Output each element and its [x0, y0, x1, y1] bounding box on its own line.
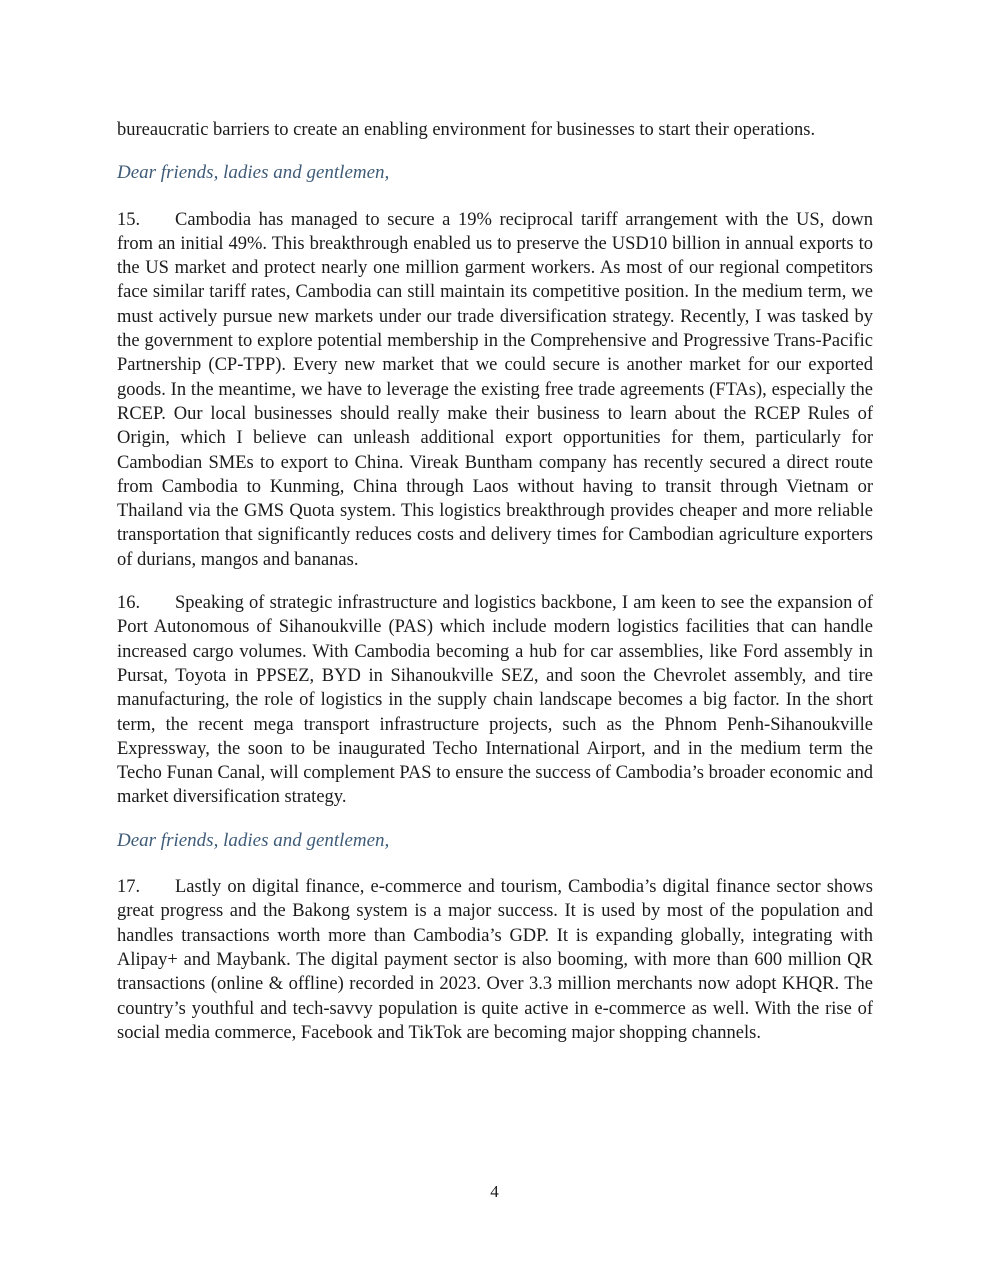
- numbered-paragraph-16: [117, 591, 873, 810]
- numbered-paragraph-17: [117, 875, 873, 1045]
- continuation-paragraph: bureaucratic barriers to create an enabling environment for businesses to start their operations.: [117, 120, 816, 140]
- paragraph-16-text: Speaking of strategic infrastructure and logistics backbone, I am keen to see the expansion of Port Autonomous of Sihanoukville (PAS) which include modern logistics facilities that can handle increased cargo volumes. With Cambodia becoming a hub for car assemblies, like Ford assembly in Pursat, Toyota in PPSEZ, BYD in Sihanoukville SEZ, and soon the Chevrolet assembly, and tire manufacturing, the role of logistics in the supply chain landscape becomes a big factor. In the short term, the recent mega transport infrastructure projects, such as the Phnom Penh-Sihanoukville Expressway, the soon to be inaugurated Techo International Airport, and in the medium term the Techo Funan Canal, will complement PAS to ensure the success of Cambodia’s broader economic and market diversification strategy.: [117, 593, 873, 808]
- paragraph-15-text: Cambodia has managed to secure a 19% reciprocal tariff arrangement with the US, down from an initial 49%. This breakthrough enabled us to preserve the USD10 billion in annual exports to the US market and protect nearly one million garment workers. As most of our regional competitors face similar tariff rates, Cambodia can still maintain its competitive position. In the medium term, we must actively pursue new markets under our trade diversification strategy. Recently, I was tasked by the government to explore potential membership in the Comprehensive and Progressive Trans-Pacific Partnership (CP-TPP). Every new market that we could secure is another market for our exported goods. In the meantime, we have to leverage the existing free trade agreements (FTAs), especially the RCEP. Our local businesses should really make their business to learn about the RCEP Rules of Origin, which I believe can unleash additional export opportunities for them, particularly for Cambodian SMEs to export to China. Vireak Buntham company has recently secured a direct route from Cambodia to Kunming, China through Laos without having to transit through Vietnam or Thailand via the GMS Quota system. This logistics breakthrough provides cheaper and more reliable transportation that significantly reduces costs and delivery times for Cambodian agriculture exporters of durians, mangos and bananas.: [117, 209, 873, 570]
- salutation-heading-second: Dear friends, ladies and gentlemen,: [117, 829, 390, 851]
- salutation-heading-first: Dear friends, ladies and gentlemen,: [117, 162, 390, 184]
- paragraph-17-text: Lastly on digital finance, e-commerce and tourism, Cambodia’s digital finance sector shows great progress and the Bakong system is a major success. It is used by most of the population and handles transactions worth more than Cambodia’s GDP. It is expanding globally, integrating with Alipay+ and Maybank. The digital payment sector is also booming, with more than 600 million QR transactions (online & offline) recorded in 2023. Over 3.3 million merchants now adopt KHQR. The country’s youthful and tech-savvy population is quite active in e-commerce as well. With the rise of social media commerce, Facebook and TikTok are becoming major shopping channels.: [117, 877, 873, 1043]
- paragraph-16-number: 16.: [117, 593, 141, 614]
- page-number: 4: [490, 1181, 499, 1201]
- numbered-paragraph-15: [117, 208, 873, 572]
- paragraph-15-number: 15.: [117, 209, 141, 230]
- paragraph-17-number: 17.: [117, 877, 141, 898]
